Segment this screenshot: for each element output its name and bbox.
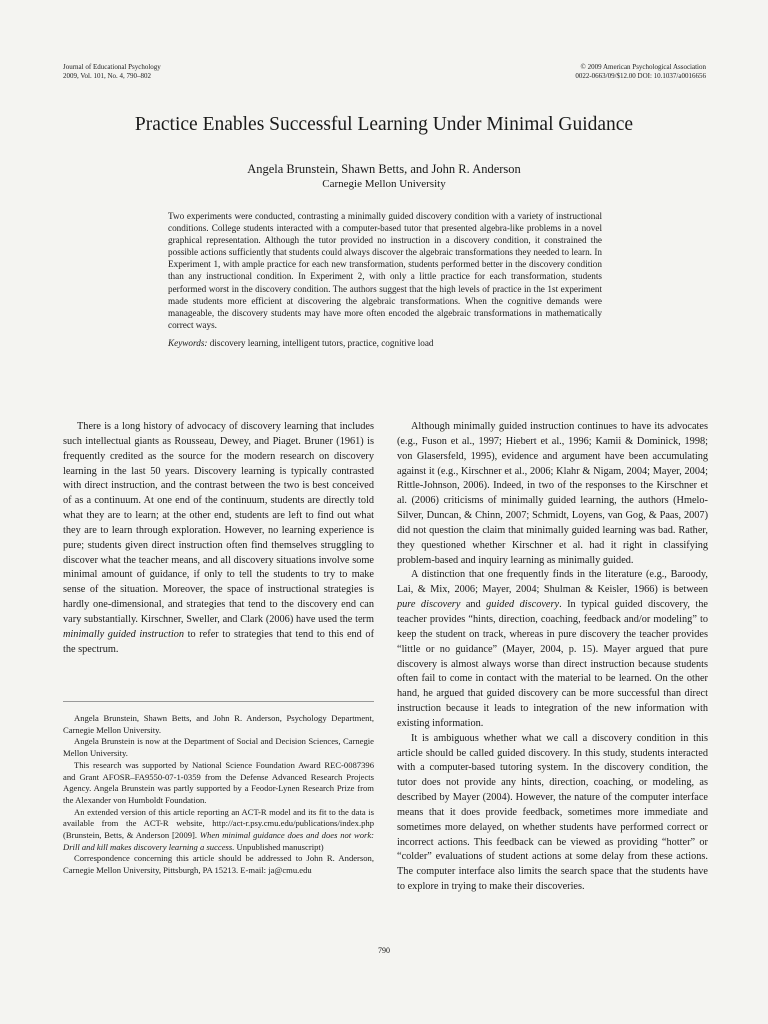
article-title: Practice Enables Successful Learning Under Minimal Guidance <box>134 114 634 135</box>
footnote: This research was supported by National Science Foundation Award REC-0087396 and Grant AFOSR–FA9550-07-1-0359 from the Defense Advanced Research Projects Agency. Angela Brunstein was partly supported by a Feodor-Lynen Research Prize from the Alexander von Humboldt Foundation. <box>63 759 374 805</box>
affiliation: Carnegie Mellon University <box>322 178 446 190</box>
footnote: Angela Brunstein is now at the Department of Social and Decision Sciences, Carnegie Mellon University. <box>63 736 374 759</box>
footnote: Angela Brunstein, Shawn Betts, and John R. Anderson, Psychology Department, Carnegie Mellon University. <box>63 713 374 735</box>
footnote: Correspondence concerning this article should be addressed to John R. Anderson, Carnegie Mellon University, Pittsburgh, PA 15213. E-mail: ja@cmu.edu <box>63 853 374 876</box>
emphasis-term: pure discovery <box>397 599 461 611</box>
footnote <box>63 807 374 854</box>
keywords <box>168 337 602 349</box>
abstract <box>168 210 602 349</box>
author-list: Angela Brunstein, Shawn Betts, and John R. Anderson <box>247 162 521 176</box>
paragraph-text: . In typical guided discovery, the teacher provides “hints, direction, coaching, feedback and/or modeling” to keep the student on track, whereas in pure discovery the teacher provides “little or no guidance” (Mayer, 2004, p. 15). Mayer argued that pure discovery is almost always worse than direct instruction because students often fail to come in contact with the material to be learned. On the other hand, he argued that guided discovery can be more successful than direct instruction because it leads to integration of the new information with existing information. <box>397 599 708 729</box>
page-number: 790 <box>378 946 390 955</box>
footnote-text: An extended version of this article reporting an ACT-R model and its fit to the data is available from the ACT-R website, http://act-r.psy.cmu.edu/publications/index.php (Brunstein, Betts, & Anderson [2009]. <box>63 806 374 841</box>
journal-header-right <box>575 63 706 81</box>
footnote-text: Unpublished manuscript) <box>234 841 324 852</box>
paragraph-text: and <box>460 599 487 611</box>
journal-name: Journal of Educational Psychology <box>63 63 161 71</box>
emphasis-term: minimally guided instruction <box>63 628 185 640</box>
footnote-title: When minimal guidance does and does not work: Drill and kill makes discovery learning a success. <box>63 830 375 852</box>
emphasis-term: guided discovery <box>486 599 560 611</box>
abstract-text: Two experiments were conducted, contrasting a minimally guided discovery condition with a variety of instructional conditions. College students interacted with a computer-based tutor that presented algebra-like problems in a novel graphical representation. Although the tutor provided no instruction in a discovery condition, it constrained the possible actions sufficiently that students could always discover the algebraic transformations they needed to learn. In Experiment 1, with ample practice for each new transformation, students performed better in the discovery condition than any instructional condition. In Experiment 2, with only a little practice for each transformation, students performed worst in the discovery condition. The authors suggest that the high levels of practice in the 1st experiment made students more efficient at discovering the algebraic transformations. When the cognitive demands were manageable, the discovery students may have more often encoded the algebraic transformations in mathematically correct ways. <box>168 211 602 330</box>
author-footnotes <box>63 713 374 877</box>
paragraph <box>63 420 374 658</box>
body-column-right <box>397 420 708 895</box>
paragraph <box>397 568 708 731</box>
paragraph-text: A distinction that one frequently finds in the literature (e.g., Baroody, Lai, & Mix, 2006; Mayer, 2004; Shulman & Keisler, 1966) is between <box>397 569 708 596</box>
keywords-label: Keywords: <box>168 337 208 348</box>
paragraph: Although minimally guided instruction continues to have its advocates (e.g., Fuson et al., 1997; Hiebert et al., 1996; Kamii & Dominick, 1998; von Glasersfeld, 1995), evidence and argument have been accumulating against it (e.g., Kirschner et al., 2006; Klahr & Nigam, 2004; Mayer, 2004; Rittle-Johnson, 2006). Indeed, in two of the responses to the Kirschner et al. (2006) criticisms of minimally guided learning, the authors (Hmelo-Silver, Duncan, & Chinn, 2007; Schmidt, Loyens, van Gog, & Paas, 2007) did not question the claim that minimally guided learning was bad. Rather, they questioned whether Kirschner et al. had it right in classifying problem-based and inquiry learning as minimally guided. <box>397 421 708 566</box>
copyright-line: © 2009 American Psychological Association <box>580 63 706 71</box>
footnote-divider <box>63 701 374 702</box>
paragraph-text: There is a long history of advocacy of discovery learning that includes such intellectual giants as Rousseau, Dewey, and Piaget. Bruner (1961) is frequently credited as the source for the modern research on discovery learning in the last 50 years. Discovery learning is typically contrasted with direct instruction, and the contrast between the two is best conceived of as a continuum. At one end of the continuum, students are directly told what they are to learn; at the other end, students are left to find out what they are to learn through exploration. However, no learning experience is pure; students given direct instruction often find themselves struggling to discover what the teacher means, and all discovery situations involve some minimal amount of guidance, if only to tell the students to try to make sense of the situation. Moreover, the space of instructional strategies is hardly one-dimensional, and strategies that tend to the discovery end can vary substantially. Kirschner, Sweller, and Clark (2006) have used the term <box>63 421 374 625</box>
keywords-list: discovery learning, intelligent tutors, practice, cognitive load <box>207 337 434 348</box>
paragraph-text: to refer to strategies that tend to this end of the spectrum. <box>63 628 374 655</box>
journal-volume: 2009, Vol. 101, No. 4, 790–802 <box>63 72 152 80</box>
paragraph: It is ambiguous whether what we call a discovery condition in this article should be called guided discovery. In this study, students interacted with a computer-based tutoring system. In the discovery condition, the tutor does not provide any hints, direction, coaching, or modeling, as described by Mayer (2004). However, the nature of the computer interface means that it does provide feedback, sometimes more immediate and sometimes more delayed, on whether students have performed correct or incorrect actions. This feedback can be viewed as providing “hotter” or “colder” evaluations of student actions at some delay from these actions. The computer interface also limits the search space that the students have to explore in trying to make their discoveries. <box>397 732 708 893</box>
body-column-left <box>63 420 374 658</box>
journal-header-left <box>63 63 161 81</box>
doi-line: 0022-0663/09/$12.00 DOI: 10.1037/a0016656 <box>575 72 706 80</box>
